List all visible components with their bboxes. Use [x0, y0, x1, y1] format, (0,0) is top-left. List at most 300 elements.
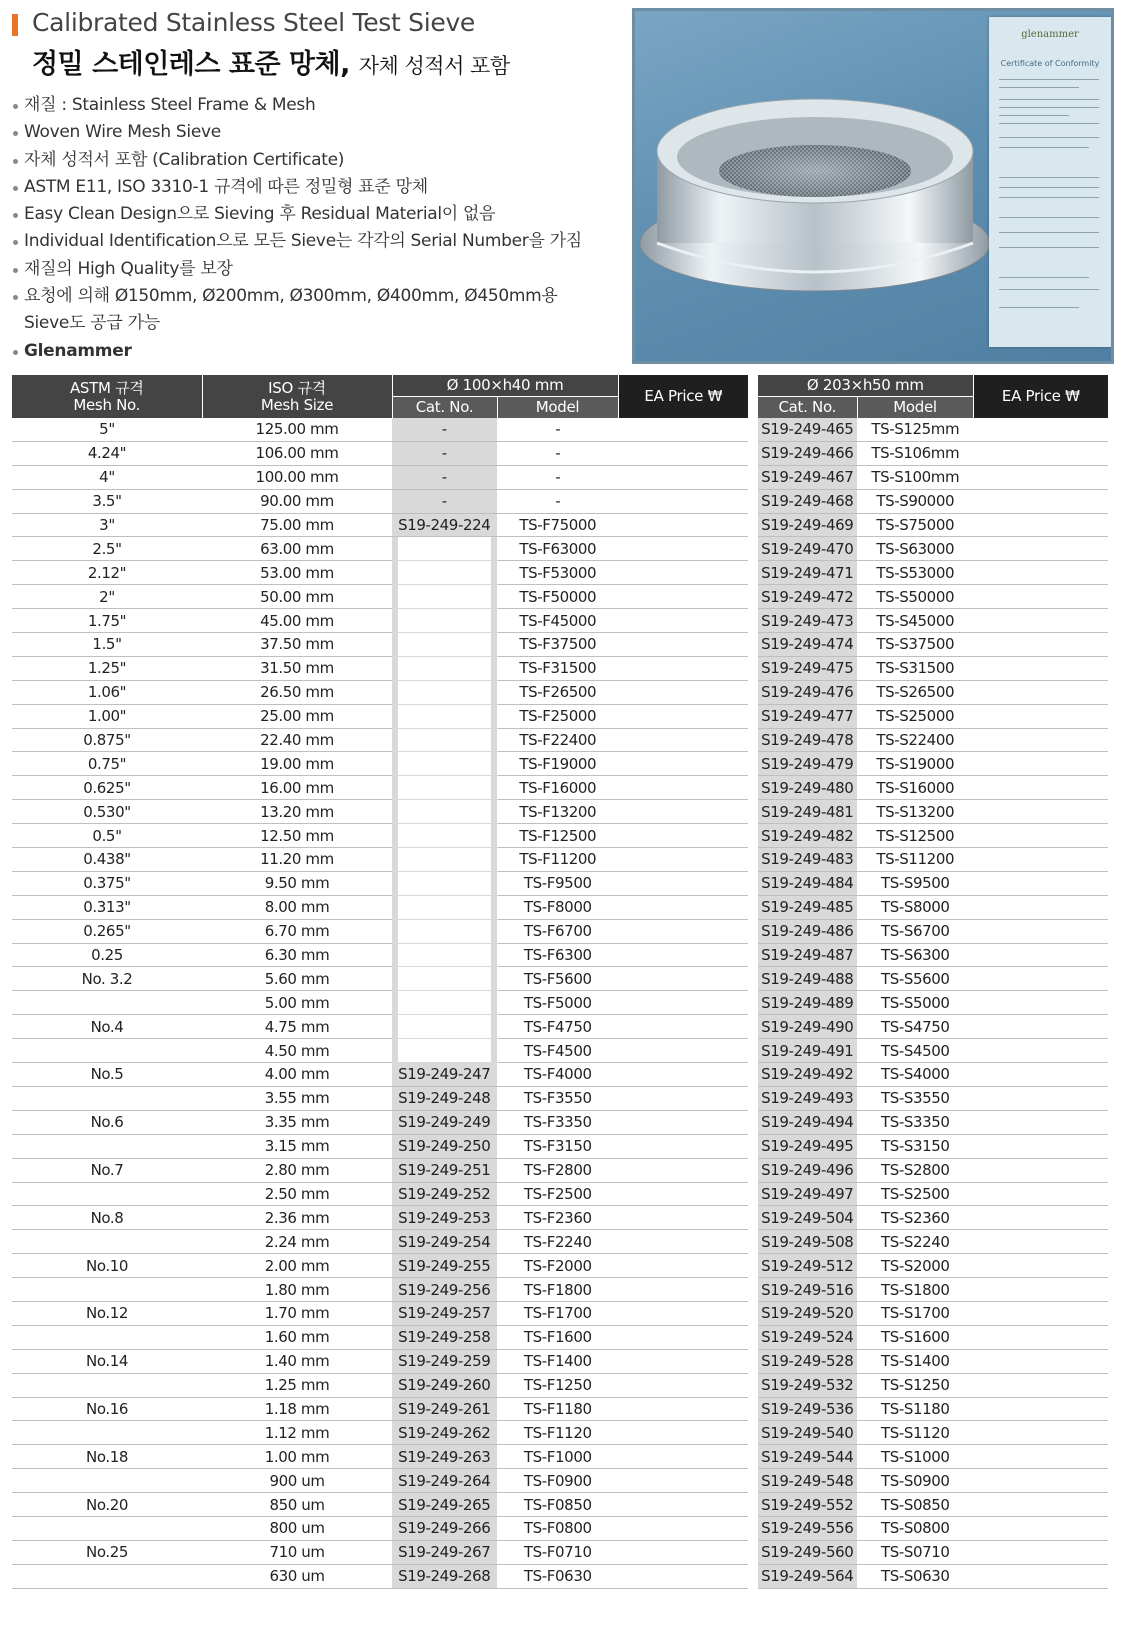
table-row: [758, 1206, 1108, 1230]
model-cell: TS-F1600: [497, 1325, 618, 1349]
cat-no-cell: S19-249-478: [758, 728, 857, 752]
price-cell: [973, 441, 1108, 465]
header-cat-no: Cat. No.: [758, 397, 857, 419]
iso-size-cell: 1.25 mm: [202, 1373, 392, 1397]
price-cell: [618, 752, 748, 776]
table-row: [12, 895, 748, 919]
header-iso: ISO 규격 Mesh Size: [202, 375, 392, 418]
model-cell: TS-S100mm: [857, 465, 973, 489]
cat-no-cell: S19-249-489: [758, 991, 857, 1015]
model-cell: TS-S3150: [857, 1134, 973, 1158]
table-row: [758, 1373, 1108, 1397]
model-cell: TS-S1600: [857, 1325, 973, 1349]
iso-size-cell: 800 um: [202, 1516, 392, 1540]
astm-mesh-cell: 2": [12, 585, 202, 609]
model-cell: TS-F3550: [497, 1086, 618, 1110]
price-cell: [618, 561, 748, 585]
model-cell: TS-S90000: [857, 489, 973, 513]
cat-no-cell: -: [392, 489, 497, 513]
iso-size-cell: 26.50 mm: [202, 680, 392, 704]
table-row: [758, 1110, 1108, 1134]
astm-mesh-cell: [12, 1182, 202, 1206]
table-row: [758, 871, 1108, 895]
price-cell: [973, 1493, 1108, 1517]
model-cell: TS-F0630: [497, 1564, 618, 1588]
cat-no-cell: [392, 776, 497, 800]
price-cell: [973, 1301, 1108, 1325]
model-cell: TS-F1700: [497, 1301, 618, 1325]
certificate-document: [989, 17, 1111, 347]
certificate-title: Certificate of Conformity: [1000, 59, 1100, 68]
astm-mesh-cell: [12, 1230, 202, 1254]
iso-size-cell: 1.18 mm: [202, 1397, 392, 1421]
sieve-table-203mm: [758, 375, 1108, 1589]
price-cell: [618, 489, 748, 513]
price-cell: [618, 1397, 748, 1421]
cat-no-cell: S19-249-250: [392, 1134, 497, 1158]
model-cell: TS-S2240: [857, 1230, 973, 1254]
cat-no-cell: S19-249-480: [758, 776, 857, 800]
cat-no-cell: S19-249-477: [758, 704, 857, 728]
iso-size-cell: 13.20 mm: [202, 800, 392, 824]
price-cell: [973, 1015, 1108, 1039]
cat-no-cell: [392, 1039, 497, 1063]
price-cell: [618, 1278, 748, 1302]
model-cell: TS-S2000: [857, 1254, 973, 1278]
model-cell: TS-S63000: [857, 537, 973, 561]
model-cell: TS-F16000: [497, 776, 618, 800]
price-cell: [618, 1469, 748, 1493]
price-cell: [973, 752, 1108, 776]
iso-size-cell: 5.60 mm: [202, 967, 392, 991]
model-cell: TS-S12500: [857, 824, 973, 848]
table-row: [12, 1469, 748, 1493]
iso-size-cell: 45.00 mm: [202, 609, 392, 633]
table-row: [758, 752, 1108, 776]
model-cell: TS-S9500: [857, 871, 973, 895]
astm-mesh-cell: 0.25: [12, 943, 202, 967]
price-cell: [973, 1039, 1108, 1063]
cat-no-cell: S19-249-475: [758, 656, 857, 680]
model-cell: TS-F5600: [497, 967, 618, 991]
table-row: [12, 1254, 748, 1278]
price-cell: [618, 1015, 748, 1039]
cat-no-cell: [392, 680, 497, 704]
table-row: [758, 1134, 1108, 1158]
model-cell: TS-F22400: [497, 728, 618, 752]
astm-mesh-cell: 0.5": [12, 824, 202, 848]
price-cell: [973, 848, 1108, 872]
astm-mesh-cell: 3": [12, 513, 202, 537]
cat-no-cell: S19-249-248: [392, 1086, 497, 1110]
sieve-table-203mm-body: [758, 418, 1108, 1588]
model-cell: TS-S13200: [857, 800, 973, 824]
astm-mesh-cell: 0.265": [12, 919, 202, 943]
price-cell: [973, 824, 1108, 848]
price-cell: [618, 1516, 748, 1540]
table-row: [758, 418, 1108, 441]
astm-mesh-cell: [12, 1421, 202, 1445]
table-row: [758, 489, 1108, 513]
price-cell: [973, 656, 1108, 680]
cat-no-cell: S19-249-516: [758, 1278, 857, 1302]
iso-size-cell: 11.20 mm: [202, 848, 392, 872]
cat-no-cell: S19-249-483: [758, 848, 857, 872]
iso-size-cell: 4.50 mm: [202, 1039, 392, 1063]
table-row: [758, 1493, 1108, 1517]
astm-mesh-cell: [12, 1373, 202, 1397]
cat-no-cell: [392, 1015, 497, 1039]
iso-size-cell: 4.75 mm: [202, 1015, 392, 1039]
cat-no-cell: S19-249-532: [758, 1373, 857, 1397]
table-row: [12, 1325, 748, 1349]
table-row: [12, 776, 748, 800]
model-cell: TS-F1180: [497, 1397, 618, 1421]
astm-mesh-cell: No.5: [12, 1063, 202, 1087]
feature-item: Woven Wire Mesh Sieve: [12, 119, 612, 146]
cat-no-cell: S19-249-472: [758, 585, 857, 609]
price-cell: [618, 1564, 748, 1588]
price-cell: [973, 895, 1108, 919]
table-row: [12, 1516, 748, 1540]
model-cell: TS-S1180: [857, 1397, 973, 1421]
table-row: [12, 800, 748, 824]
astm-mesh-cell: 1.5": [12, 633, 202, 657]
table-row: [758, 967, 1108, 991]
cat-no-cell: S19-249-268: [392, 1564, 497, 1588]
model-cell: TS-S5600: [857, 967, 973, 991]
model-cell: TS-F4500: [497, 1039, 618, 1063]
astm-mesh-cell: 1.00": [12, 704, 202, 728]
price-cell: [618, 967, 748, 991]
cat-no-cell: S19-249-467: [758, 465, 857, 489]
price-cell: [973, 1158, 1108, 1182]
cat-no-cell: S19-249-487: [758, 943, 857, 967]
price-cell: [973, 609, 1108, 633]
astm-mesh-cell: 0.75": [12, 752, 202, 776]
model-cell: TS-F31500: [497, 656, 618, 680]
price-cell: [618, 1063, 748, 1087]
astm-mesh-cell: 4": [12, 465, 202, 489]
model-cell: TS-F37500: [497, 633, 618, 657]
price-cell: [618, 1301, 748, 1325]
table-row: [12, 1373, 748, 1397]
iso-size-cell: 2.80 mm: [202, 1158, 392, 1182]
iso-size-cell: 2.24 mm: [202, 1230, 392, 1254]
cat-no-cell: S19-249-564: [758, 1564, 857, 1588]
astm-mesh-cell: [12, 1325, 202, 1349]
model-cell: TS-S0630: [857, 1564, 973, 1588]
model-cell: TS-S5000: [857, 991, 973, 1015]
price-cell: [618, 871, 748, 895]
iso-size-cell: 31.50 mm: [202, 656, 392, 680]
price-cell: [618, 1445, 748, 1469]
table-row: [758, 776, 1108, 800]
model-cell: TS-S0800: [857, 1516, 973, 1540]
astm-mesh-cell: No.8: [12, 1206, 202, 1230]
page-title-ko-sub: 자체 성적서 포함: [358, 54, 510, 78]
table-row: [758, 1540, 1108, 1564]
model-cell: TS-S31500: [857, 656, 973, 680]
iso-size-cell: 8.00 mm: [202, 895, 392, 919]
cat-no-cell: S19-249-540: [758, 1421, 857, 1445]
model-cell: TS-F0710: [497, 1540, 618, 1564]
cat-no-cell: [392, 537, 497, 561]
table-row: [12, 848, 748, 872]
cat-no-cell: [392, 871, 497, 895]
price-cell: [973, 943, 1108, 967]
table-row: [758, 800, 1108, 824]
table-row: [12, 656, 748, 680]
cat-no-cell: S19-249-253: [392, 1206, 497, 1230]
model-cell: TS-S53000: [857, 561, 973, 585]
table-row: [12, 1421, 748, 1445]
model-cell: TS-F2500: [497, 1182, 618, 1206]
table-row: [758, 1445, 1108, 1469]
model-cell: TS-S0850: [857, 1493, 973, 1517]
table-row: [758, 1469, 1108, 1493]
astm-mesh-cell: [12, 1564, 202, 1588]
title-accent-bar: [12, 14, 18, 36]
feature-list: [12, 92, 612, 365]
table-row: [12, 513, 748, 537]
sieve-table-100mm-body: [12, 418, 748, 1588]
header-size-group: Ø 203×h50 mm: [758, 375, 973, 397]
table-row: [758, 656, 1108, 680]
model-cell: TS-S26500: [857, 680, 973, 704]
model-cell: TS-F13200: [497, 800, 618, 824]
cat-no-cell: S19-249-544: [758, 1445, 857, 1469]
price-cell: [618, 465, 748, 489]
product-photo: [632, 8, 1114, 364]
price-cell: [973, 1445, 1108, 1469]
cat-no-cell: S19-249-469: [758, 513, 857, 537]
cat-no-cell: S19-249-479: [758, 752, 857, 776]
table-row: [12, 967, 748, 991]
price-cell: [973, 585, 1108, 609]
feature-item-brand: Glenammer: [12, 338, 612, 365]
iso-size-cell: 1.60 mm: [202, 1325, 392, 1349]
cat-no-cell: S19-249-495: [758, 1134, 857, 1158]
model-cell: TS-F1120: [497, 1421, 618, 1445]
price-cell: [973, 1397, 1108, 1421]
cat-no-cell: S19-249-512: [758, 1254, 857, 1278]
table-row: [12, 824, 748, 848]
model-cell: TS-F0850: [497, 1493, 618, 1517]
cat-no-cell: S19-249-247: [392, 1063, 497, 1087]
cat-no-cell: S19-249-482: [758, 824, 857, 848]
cat-no-cell: S19-249-492: [758, 1063, 857, 1087]
header-model: Model: [857, 397, 973, 419]
table-row: [12, 1349, 748, 1373]
astm-mesh-cell: 2.5": [12, 537, 202, 561]
model-cell: TS-F12500: [497, 824, 618, 848]
iso-size-cell: 3.55 mm: [202, 1086, 392, 1110]
model-cell: TS-S25000: [857, 704, 973, 728]
price-cell: [618, 919, 748, 943]
table-row: [758, 1349, 1108, 1373]
price-cell: [973, 1564, 1108, 1588]
astm-mesh-cell: [12, 1086, 202, 1110]
feature-item: 자체 성적서 포함 (Calibration Certificate): [12, 147, 612, 174]
price-cell: [973, 1254, 1108, 1278]
model-cell: TS-F6700: [497, 919, 618, 943]
feature-item: ASTM E11, ISO 3310-1 규격에 따른 정밀형 표준 망체: [12, 174, 612, 201]
model-cell: TS-F50000: [497, 585, 618, 609]
model-cell: TS-S2800: [857, 1158, 973, 1182]
sieve-table-100mm: [12, 375, 748, 1589]
price-cell: [618, 585, 748, 609]
model-cell: TS-F9500: [497, 871, 618, 895]
price-cell: [973, 561, 1108, 585]
table-row: [758, 1516, 1108, 1540]
cat-no-cell: [392, 561, 497, 585]
price-cell: [973, 1278, 1108, 1302]
table-row: [12, 1230, 748, 1254]
model-cell: TS-S2500: [857, 1182, 973, 1206]
cat-no-cell: [392, 919, 497, 943]
cat-no-cell: [392, 728, 497, 752]
iso-size-cell: 4.00 mm: [202, 1063, 392, 1087]
table-row: [758, 728, 1108, 752]
price-cell: [618, 680, 748, 704]
price-cell: [618, 609, 748, 633]
page-title-en: Calibrated Stainless Steel Test Sieve: [32, 8, 476, 37]
cat-no-cell: [392, 943, 497, 967]
iso-size-cell: 6.30 mm: [202, 943, 392, 967]
cat-no-cell: [392, 848, 497, 872]
model-cell: TS-S45000: [857, 609, 973, 633]
table-row: [758, 991, 1108, 1015]
model-cell: TS-S6300: [857, 943, 973, 967]
price-cell: [973, 1182, 1108, 1206]
price-cell: [973, 1540, 1108, 1564]
cat-no-cell: [392, 585, 497, 609]
price-cell: [973, 1063, 1108, 1087]
price-cell: [973, 1373, 1108, 1397]
feature-item-continued: Sieve도 공급 가능: [24, 313, 160, 334]
cat-no-cell: S19-249-255: [392, 1254, 497, 1278]
astm-mesh-cell: 0.313": [12, 895, 202, 919]
table-row: [12, 1540, 748, 1564]
astm-mesh-cell: 5": [12, 418, 202, 441]
table-row: [12, 418, 748, 441]
iso-size-cell: 2.36 mm: [202, 1206, 392, 1230]
iso-size-cell: 19.00 mm: [202, 752, 392, 776]
model-cell: TS-S1000: [857, 1445, 973, 1469]
cat-no-cell: S19-249-265: [392, 1493, 497, 1517]
price-cell: [973, 991, 1108, 1015]
price-cell: [973, 1230, 1108, 1254]
page-title-ko: [32, 42, 510, 81]
cat-no-cell: S19-249-494: [758, 1110, 857, 1134]
table-row: [758, 680, 1108, 704]
table-row: [12, 943, 748, 967]
iso-size-cell: 125.00 mm: [202, 418, 392, 441]
astm-mesh-cell: 0.530": [12, 800, 202, 824]
table-row: [12, 1110, 748, 1134]
astm-mesh-cell: [12, 1469, 202, 1493]
model-cell: TS-S2360: [857, 1206, 973, 1230]
astm-mesh-cell: 0.875": [12, 728, 202, 752]
cat-no-cell: S19-249-264: [392, 1469, 497, 1493]
price-cell: [618, 1373, 748, 1397]
iso-size-cell: 100.00 mm: [202, 465, 392, 489]
cat-no-cell: [392, 991, 497, 1015]
header-price: EA Price ₩: [618, 375, 748, 418]
model-cell: TS-F25000: [497, 704, 618, 728]
cat-no-cell: S19-249-481: [758, 800, 857, 824]
model-cell: TS-F2360: [497, 1206, 618, 1230]
cat-no-cell: -: [392, 418, 497, 441]
price-cell: [973, 919, 1108, 943]
iso-size-cell: 63.00 mm: [202, 537, 392, 561]
table-row: [12, 1445, 748, 1469]
table-row: [12, 1015, 748, 1039]
table-row: [12, 585, 748, 609]
astm-mesh-cell: No.16: [12, 1397, 202, 1421]
cat-no-cell: S19-249-224: [392, 513, 497, 537]
cat-no-cell: S19-249-260: [392, 1373, 497, 1397]
iso-size-cell: 1.00 mm: [202, 1445, 392, 1469]
cat-no-cell: S19-249-252: [392, 1182, 497, 1206]
cat-no-cell: S19-249-528: [758, 1349, 857, 1373]
cat-no-cell: S19-249-556: [758, 1516, 857, 1540]
astm-mesh-cell: [12, 1278, 202, 1302]
cat-no-cell: S19-249-473: [758, 609, 857, 633]
model-cell: TS-F2240: [497, 1230, 618, 1254]
price-cell: [618, 418, 748, 441]
model-cell: TS-F8000: [497, 895, 618, 919]
header-price: EA Price ₩: [973, 375, 1108, 418]
price-cell: [618, 848, 748, 872]
price-cell: [618, 1182, 748, 1206]
astm-mesh-cell: 2.12": [12, 561, 202, 585]
astm-mesh-cell: [12, 1039, 202, 1063]
table-row: [12, 1158, 748, 1182]
price-cell: [618, 824, 748, 848]
iso-size-cell: 50.00 mm: [202, 585, 392, 609]
cat-no-cell: S19-249-257: [392, 1301, 497, 1325]
price-cell: [618, 1158, 748, 1182]
cat-no-cell: S19-249-491: [758, 1039, 857, 1063]
table-row: [12, 1182, 748, 1206]
table-row: [758, 1015, 1108, 1039]
iso-size-cell: 900 um: [202, 1469, 392, 1493]
table-row: [12, 441, 748, 465]
price-cell: [973, 1206, 1108, 1230]
price-cell: [973, 776, 1108, 800]
price-cell: [618, 1421, 748, 1445]
table-row: [12, 991, 748, 1015]
table-row: [758, 633, 1108, 657]
iso-size-cell: 106.00 mm: [202, 441, 392, 465]
astm-mesh-cell: No.25: [12, 1540, 202, 1564]
iso-size-cell: 22.40 mm: [202, 728, 392, 752]
iso-size-cell: 12.50 mm: [202, 824, 392, 848]
price-cell: [973, 704, 1108, 728]
table-row: [758, 1278, 1108, 1302]
model-cell: TS-S6700: [857, 919, 973, 943]
astm-mesh-cell: 3.5": [12, 489, 202, 513]
model-cell: TS-F4000: [497, 1063, 618, 1087]
table-row: [758, 537, 1108, 561]
astm-mesh-cell: No.12: [12, 1301, 202, 1325]
price-cell: [973, 1325, 1108, 1349]
cat-no-cell: S19-249-465: [758, 418, 857, 441]
table-row: [758, 1039, 1108, 1063]
cat-no-cell: S19-249-471: [758, 561, 857, 585]
